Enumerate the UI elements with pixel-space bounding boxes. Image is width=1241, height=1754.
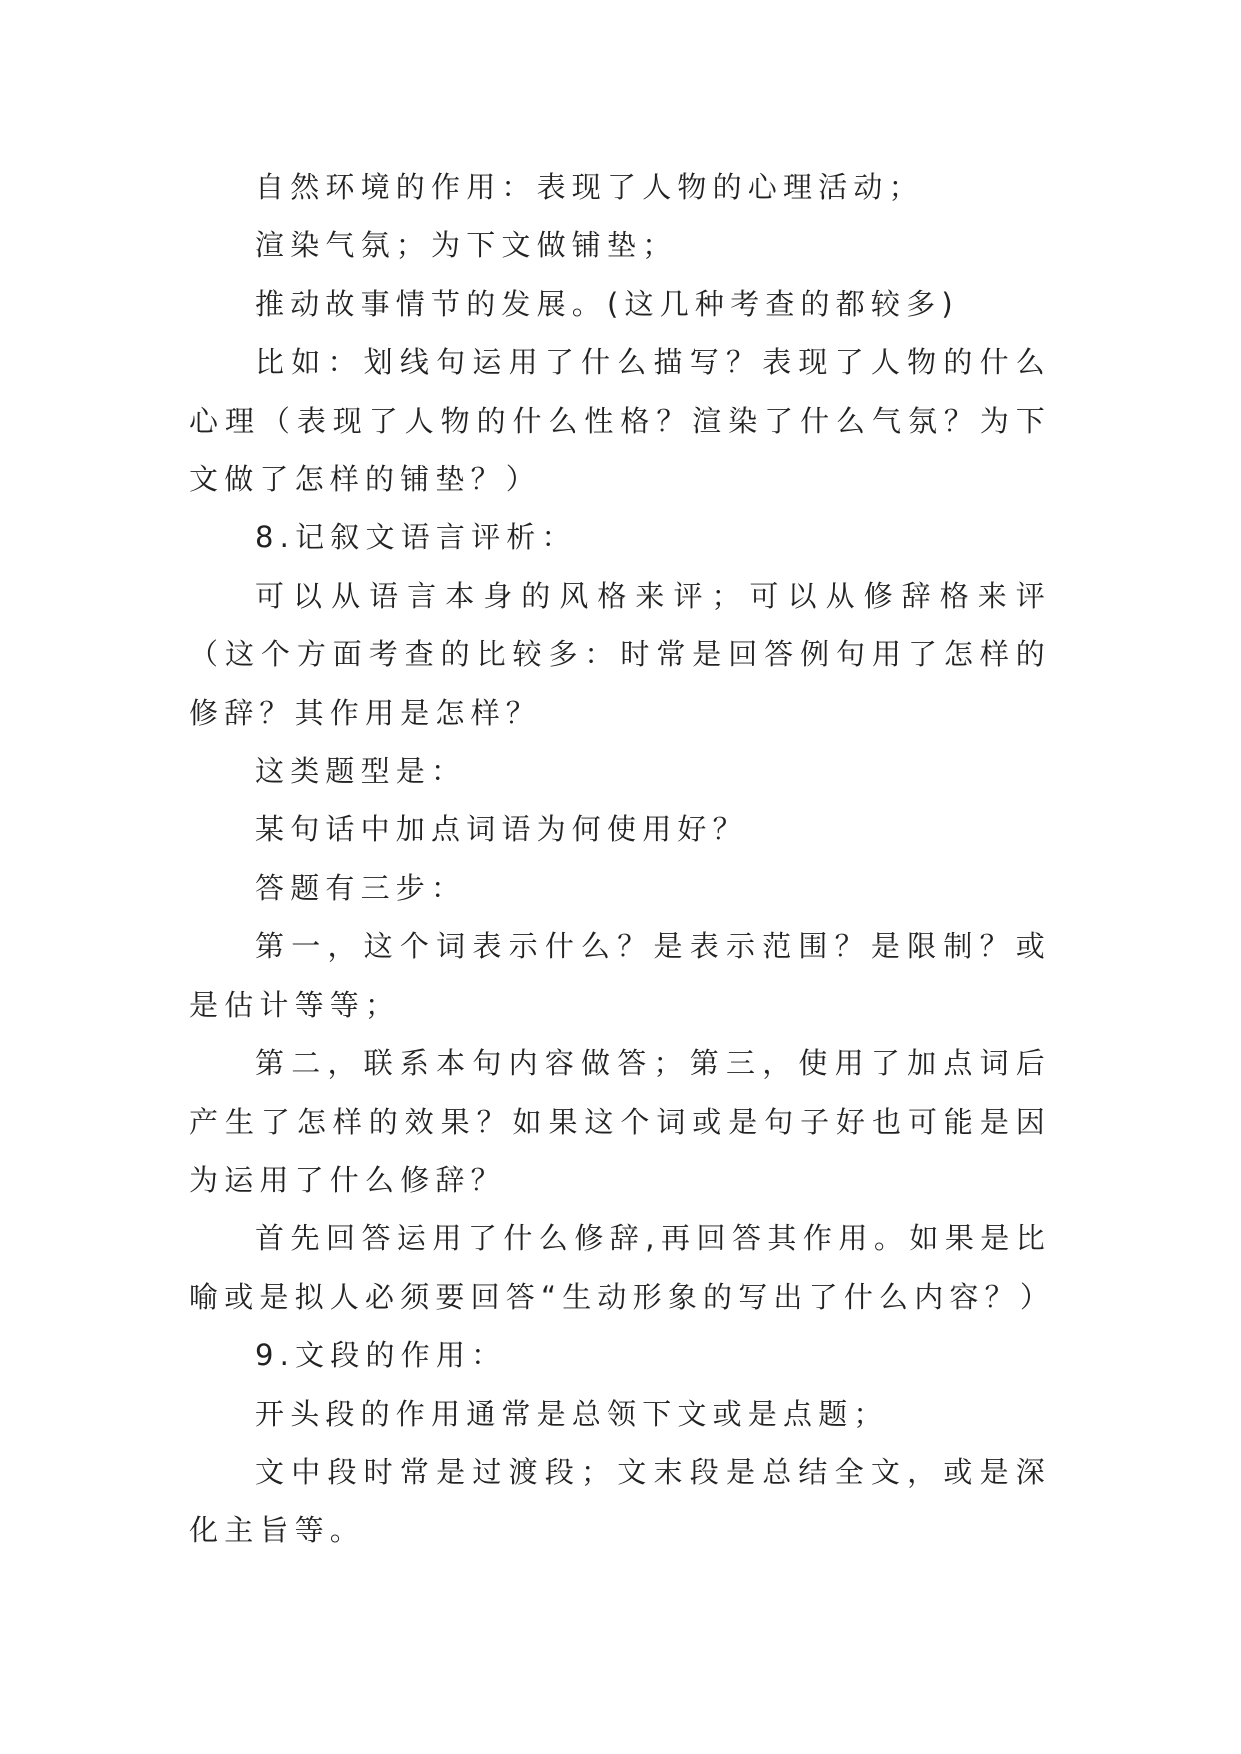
section-heading-language-analysis: 8.记叙文语言评析：: [255, 520, 577, 555]
paragraph-step-one: 第一，这个词表示什么？是表示范围？是限制？或是估计等等；: [189, 929, 1051, 1022]
paragraph-middle-end-function: 文中段时常是过渡段；文末段是总结全文，或是深化主旨等。: [189, 1454, 1051, 1548]
paragraph-question-type: 这类题型是：: [255, 754, 467, 789]
paragraph-plot: 推动故事情节的发展。(这几种考查的都较多): [255, 286, 959, 321]
document-body: [189, 158, 1056, 1560]
paragraph-rhetoric-answer: 首先回答运用了什么修辞,再回答其作用。如果是比喻或是拟人必须要回答“生动形象的写出了什么内容？）: [189, 1221, 1056, 1314]
paragraph-language-style: 可以从语言本身的风格来评；可以从修辞格来评（这个方面考查的比较多：时常是回答例句用了怎样的修辞？其作用是怎样？: [189, 578, 1051, 730]
paragraph-natural-environment: 自然环境的作用：表现了人物的心理活动；: [255, 170, 924, 204]
paragraph-step-two-three: 第二，联系本句内容做答；第三，使用了加点词后产生了怎样的效果？如果这个词或是句子好也可能是因为运用了什么修辞？: [189, 1046, 1051, 1197]
paragraph-three-steps: 答题有三步：: [255, 870, 467, 905]
paragraph-opening-function: 开头段的作用通常是总领下文或是点题；: [255, 1396, 889, 1431]
paragraph-dotted-words: 某句话中加点词语为何使用好？: [255, 812, 748, 847]
section-heading-paragraph-function: 9.文段的作用：: [255, 1338, 507, 1373]
paragraph-example-question: 比如：划线句运用了什么描写？表现了人物的什么心理（表现了人物的什么性格？渲染了什么气氛？为下文做了怎样的铺垫？）: [189, 345, 1051, 497]
paragraph-atmosphere: 渲染气氛；为下文做铺垫；: [255, 228, 678, 263]
